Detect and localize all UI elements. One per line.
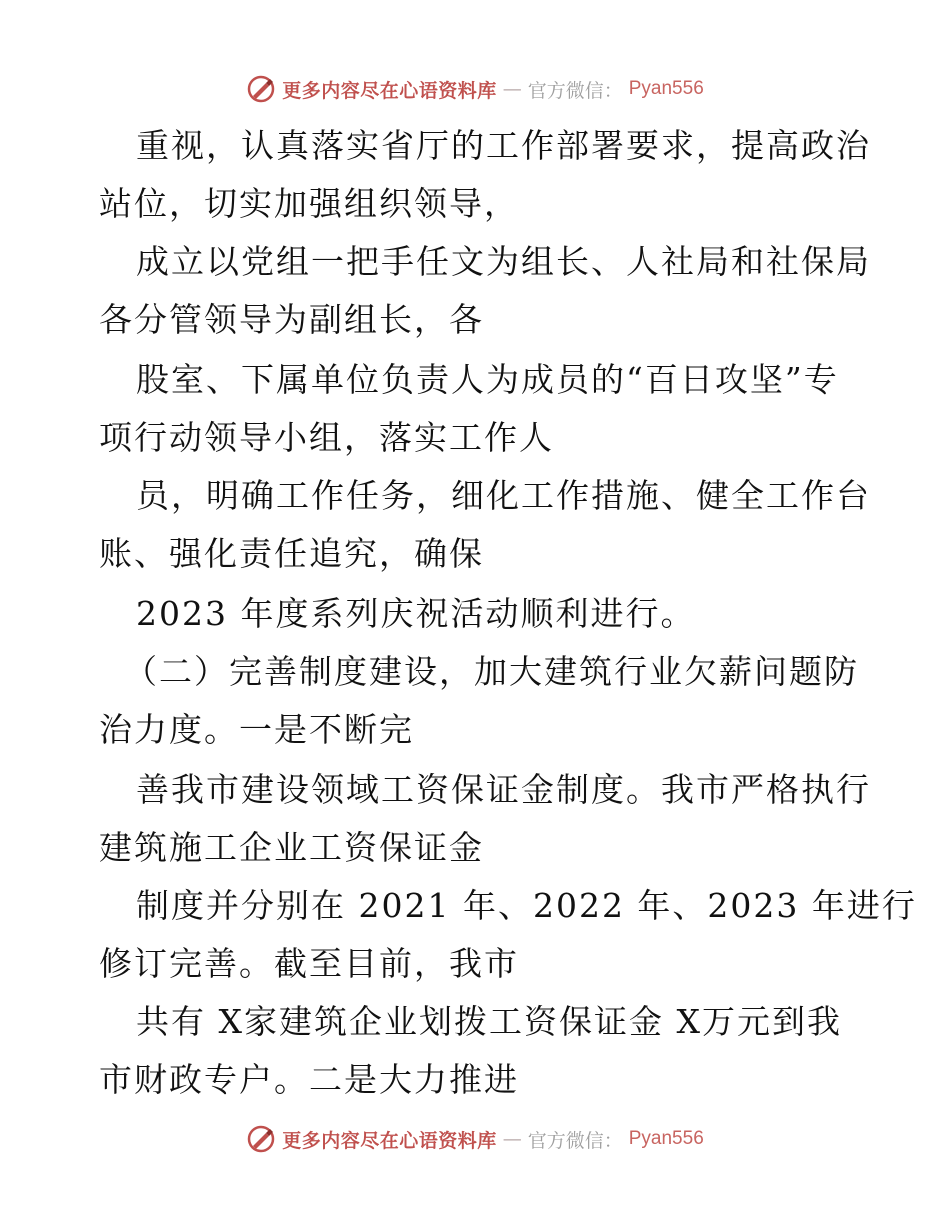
paragraph-8-line-2: 修订完善。截至目前，我市	[99, 944, 519, 983]
watermark-dash: —	[502, 1128, 522, 1150]
pen-logo-icon	[246, 1124, 276, 1154]
paragraph-3-line-1: 股室、下属单位负责人为成员的“百日攻坚”专	[136, 360, 839, 399]
paragraph-2-line-1: 成立以党组一把手任文为组长、人社局和社保局	[136, 242, 871, 281]
paragraph-6-line-2: 治力度。一是不断完	[99, 710, 414, 749]
paragraph-9-line-1: 共有 X家建筑企业划拨工资保证金 X万元到我	[136, 1002, 842, 1041]
watermark-header	[0, 74, 950, 104]
watermark-footer	[0, 1124, 950, 1154]
paragraph-8-line-1: 制度并分别在 2021 年、2022 年、2023 年进行	[136, 886, 917, 925]
watermark-dash: —	[502, 78, 522, 100]
paragraph-2-line-2: 各分管领导为副组长，各	[99, 300, 484, 339]
watermark-text: 更多内容尽在心语资料库	[282, 1129, 497, 1152]
paragraph-5-line-1: 2023 年度系列庆祝活动顺利进行。	[136, 594, 696, 633]
paragraph-1-line-2: 站位，切实加强组织领导，	[99, 184, 519, 223]
paragraph-1-line-1: 重视，认真落实省厅的工作部署要求，提高政治	[136, 126, 871, 165]
paragraph-7-line-2: 建筑施工企业工资保证金	[99, 828, 484, 867]
paragraph-4-line-2: 账、强化责任追究，确保	[99, 534, 484, 573]
pen-logo-icon	[246, 74, 276, 104]
wechat-label: 官方微信：	[527, 1129, 623, 1152]
paragraph-3-line-2: 项行动领导小组，落实工作人	[99, 418, 554, 457]
wechat-id: Pyan556	[628, 78, 704, 99]
watermark-text: 更多内容尽在心语资料库	[282, 79, 497, 102]
paragraph-9-line-2: 市财政专户。二是大力推进	[99, 1060, 519, 1099]
paragraph-7-line-1: 善我市建设领域工资保证金制度。我市严格执行	[136, 770, 871, 809]
wechat-id: Pyan556	[628, 1128, 704, 1149]
wechat-label: 官方微信：	[527, 79, 623, 102]
paragraph-4-line-1: 员，明确工作任务，细化工作措施、健全工作台	[136, 476, 871, 515]
paragraph-6-line-1: （二）完善制度建设，加大建筑行业欠薪问题防	[124, 652, 859, 691]
